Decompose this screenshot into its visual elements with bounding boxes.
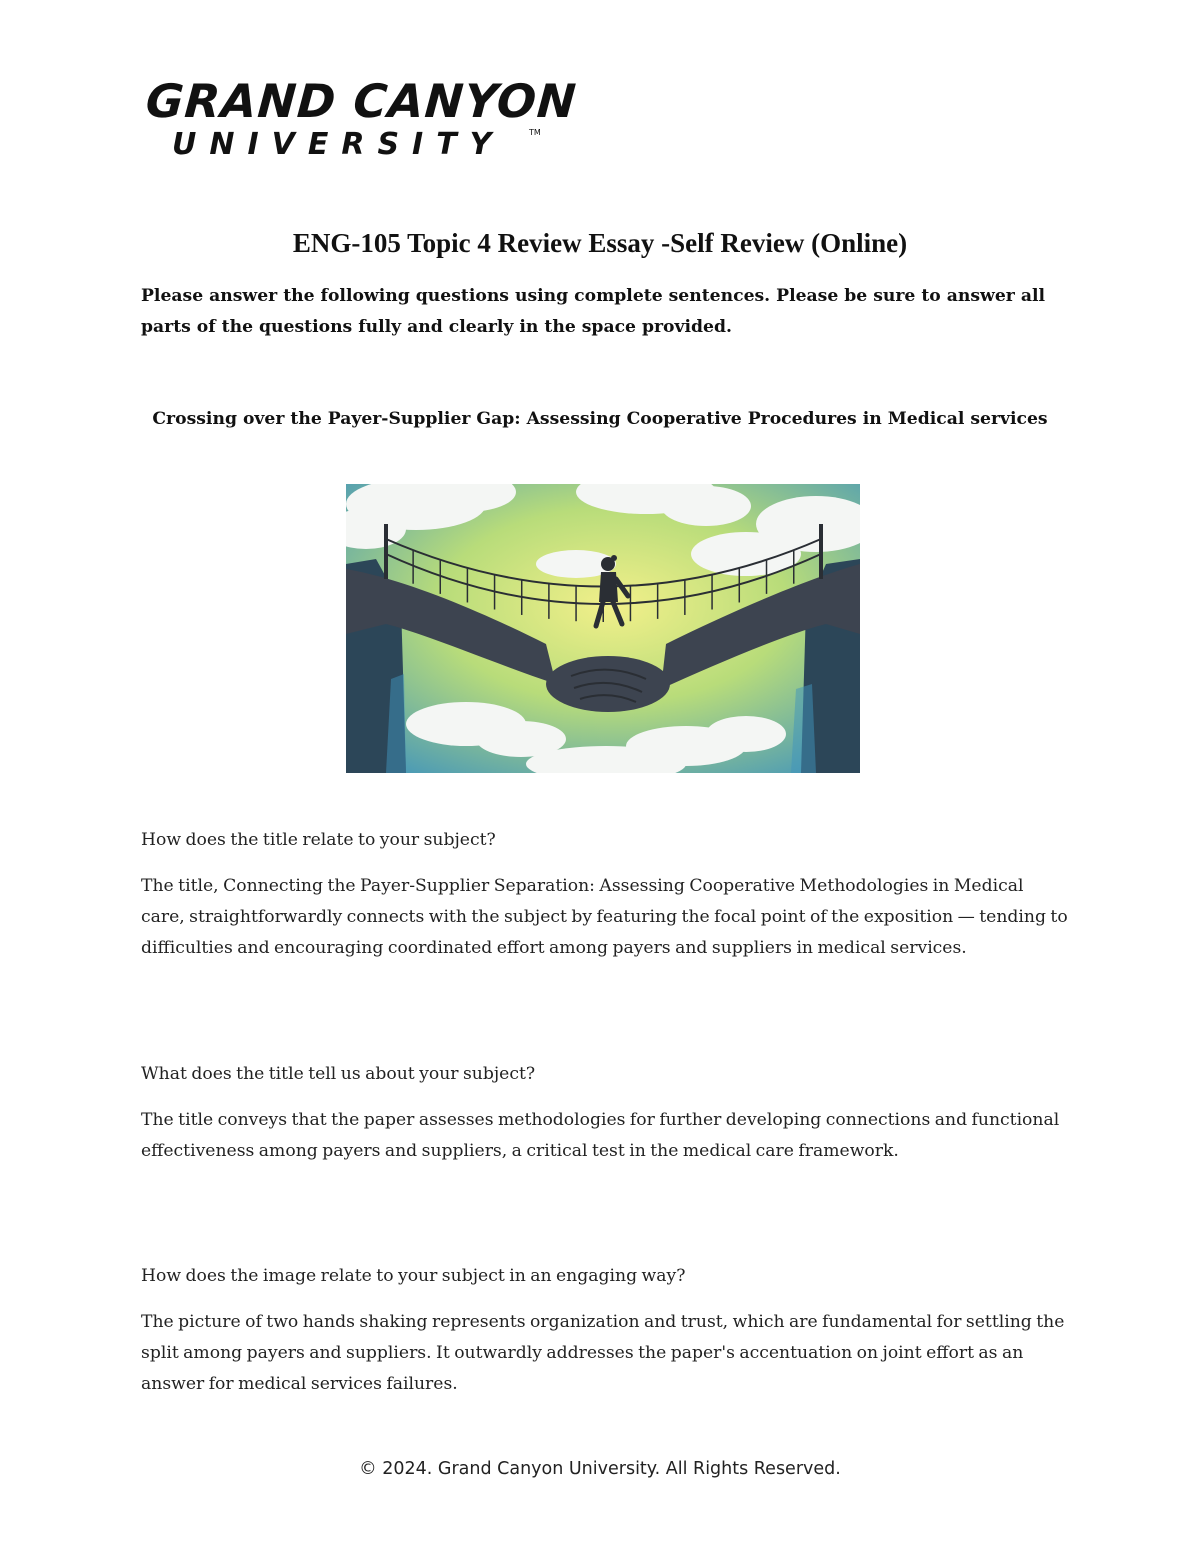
copyright-footer: © 2024. Grand Canyon University. All Rights Reserved.: [359, 1459, 841, 1479]
handshake-icon: [546, 656, 670, 712]
logo-wordmark-top: GRAND CANYON: [144, 74, 579, 128]
answer-2: The title conveys that the paper assesses methodologies for further developing connections and functional effectiveness among payers and suppliers, a critical test in the medical care framework.: [141, 1110, 1060, 1161]
question-2: What does the title tell us about your subject?: [141, 1064, 536, 1084]
instructions-text: Please answer the following questions using complete sentences. Please be sure to answer all parts of the questions fully and clearly in the space provided.: [141, 286, 1046, 337]
logo-trademark: TM: [529, 128, 541, 137]
essay-illustration: [346, 484, 860, 773]
university-logo: [144, 74, 579, 166]
question-1: How does the title relate to your subject?: [141, 830, 496, 850]
logo-wordmark-bottom: UNIVERSITY: [172, 127, 505, 162]
bridge-handshake-illustration-icon: [346, 484, 860, 773]
essay-title: Crossing over the Payer-Supplier Gap: Assessing Cooperative Procedures in Medical services: [152, 409, 1048, 429]
answer-1: The title, Connecting the Payer-Supplier Separation: Assessing Cooperative Methodologies in Medical care, straightforwardly connects with the subject by featuring the focal point of the exposition — tending to difficulties and encouraging coordinated effort among payers and suppliers in medical services.: [141, 876, 1068, 958]
answer-3: The picture of two hands shaking represents organization and trust, which are fundamental for settling the split among payers and suppliers. It outwardly addresses the paper's accentuation on joint effort as an answer for medical services failures.: [141, 1312, 1065, 1394]
question-3: How does the image relate to your subject in an engaging way?: [141, 1266, 686, 1286]
document-title: ENG-105 Topic 4 Review Essay -Self Review (Online): [292, 228, 908, 258]
